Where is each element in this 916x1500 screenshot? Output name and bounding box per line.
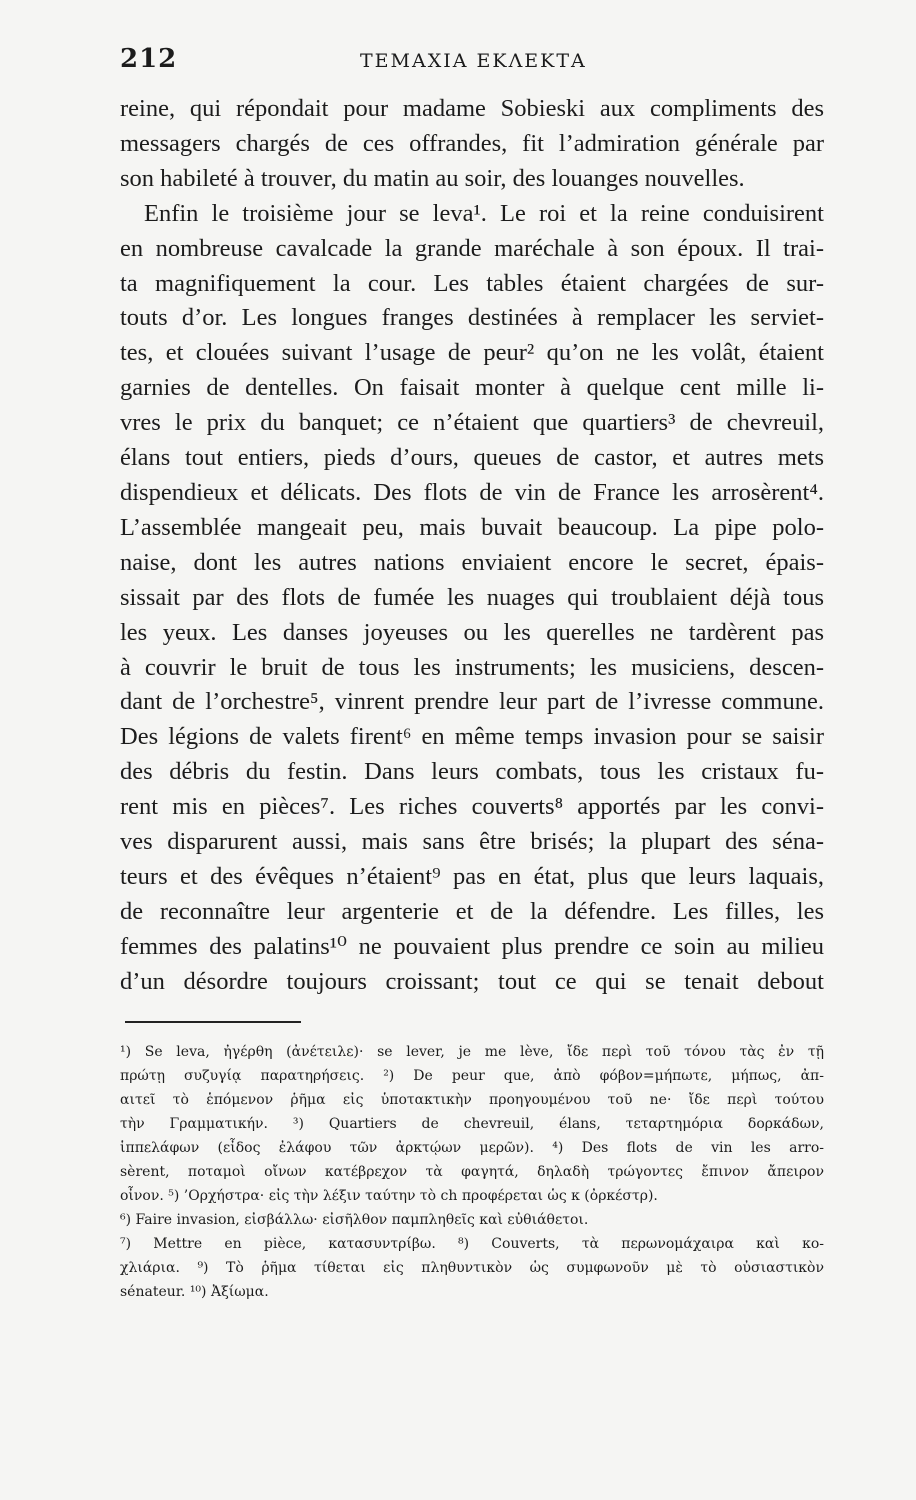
body-line: femmes des palatins¹⁰ ne pouvaient plus prendre ce soin au milieu [120, 932, 824, 960]
body-line: d’un désordre toujours croissant; tout ce qui se tenait debout [120, 967, 824, 995]
footnote-line: sénateur. ¹⁰) Ἀξίωμα. [120, 1284, 269, 1300]
body-line: L’assemblée mangeait peu, mais buvait beaucoup. La pipe polo- [120, 513, 824, 541]
body-line: les yeux. Les danses joyeuses ou les querelles ne tardèrent pas [120, 618, 824, 646]
body-line: naise, dont les autres nations enviaient encore le secret, épais- [120, 548, 824, 576]
body-line: teurs et des évêques n’étaient⁹ pas en état, plus que leurs laquais, [120, 862, 824, 890]
body-line: des débris du festin. Dans leurs combats, tous les cristaux fu- [120, 758, 824, 786]
body-line: garnies de dentelles. On faisait monter à quelque cent mille li- [120, 374, 824, 402]
footnote-line: αιτεῖ τὸ ἑπόμενον ῥῆμα εἰς ὑποτακτικὴν προηγουμένου τοῦ ne· ἴδε περὶ τούτου [120, 1092, 824, 1108]
footnote-line: sèrent, ποταμοὶ οἴνων κατέβρεχον τὰ φαγητά, δηλαδὴ τρώγοντες ἔπινον ἄπειρον [120, 1164, 824, 1180]
body-line: vres le prix du banquet; ce n’étaient que quartiers³ de chevreuil, [120, 409, 824, 437]
body-text [120, 92, 824, 1000]
footnote-line: ⁶) Faire invasion, εἰσβάλλω· εἰσῆλθον παμπληθεῖς καὶ εὐθιάθετοι. [120, 1212, 589, 1228]
body-line: dant de l’orchestre⁵, vinrent prendre leur part de l’ivresse commune. [120, 688, 824, 716]
body-line: Enfin le troisième jour se leva¹. Le roi et la reine conduisirent [144, 199, 824, 227]
footnote-line: ¹) Se leva, ἠγέρθη (ἀνέτειλε)· se lever, je me lève, ἴδε περὶ τοῦ τόνου τὰς ἐν τῇ [120, 1044, 824, 1060]
body-line: rent mis en pièces⁷. Les riches couverts⁸ apportés par les convi- [120, 793, 824, 821]
footnote-line: ⁷) Mettre en pièce, κατασυντρίβω. ⁸) Couverts, τὰ περωνομάχαιρα καὶ κο- [120, 1236, 824, 1252]
footnote-divider [125, 1021, 301, 1023]
body-line: ves disparurent aussi, mais sans être brisés; la plupart des séna- [120, 828, 824, 856]
body-line: tes, et clouées suivant l’usage de peur² qu’on ne les volât, étaient [120, 339, 824, 367]
body-line: en nombreuse cavalcade la grande maréchale à son époux. Il trai- [120, 234, 824, 262]
body-line: sissait par des flots de fumée les nuages qui troublaient déjà tous [120, 583, 824, 611]
page-number: 212 [120, 44, 178, 74]
body-line: élans tout entiers, pieds d’ours, queues de castor, et autres mets [120, 444, 824, 472]
body-line: son habileté à trouver, du matin au soir, des louanges nouvelles. [120, 164, 745, 192]
running-head: ΤΕΜΑΧΙΑ ΕΚΛΕΚΤΑ [360, 50, 587, 72]
body-line: messagers chargés de ces offrandes, fit l’admiration générale par [120, 129, 824, 157]
body-line: reine, qui répondait pour madame Sobieski aux compliments des [120, 95, 824, 122]
footnote-line: τὴν Γραμματικήν. ³) Quartiers de chevreuil, élans, τεταρτημόρια δορκάδων, [120, 1116, 824, 1132]
footnote-line: πρώτῃ συζυγίᾳ παρατηρήσεις. ²) De peur que, ἀπὸ φόβον=μήπωτε, μήπως, ἀπ- [120, 1068, 824, 1084]
footnotes [120, 1040, 824, 1304]
footnote-line: χλιάρια. ⁹) Τὸ ῥῆμα τίθεται εἰς πληθυντικὸν ὡς συμφωνοῦν μὲ τὸ οὐσιαστικὸν [120, 1260, 824, 1276]
body-line: ta magnifiquement la cour. Les tables étaient chargées de sur- [120, 269, 824, 297]
body-line: touts d’or. Les longues franges destinées à remplacer les serviet- [120, 304, 824, 332]
body-line: de reconnaître leur argenterie et de la défendre. Les filles, les [120, 897, 824, 925]
body-line: dispendieux et délicats. Des flots de vin de France les arrosèrent⁴. [120, 478, 824, 506]
footnote-line: οἶνον. ⁵) ’Ορχήστρα· εἰς τὴν λέξιν ταύτην τὸ ch προφέρεται ὡς κ (ὀρκέστρ). [120, 1188, 658, 1204]
footnote-line: ἱππελάφων (εἶδος ἐλάφου τῶν ἀρκτῴων μερῶν). ⁴) Des flots de vin les arro- [120, 1140, 824, 1156]
body-line: Des légions de valets firent⁶ en même temps invasion pour se saisir [120, 723, 824, 751]
body-line: à couvrir le bruit de tous les instruments; les musiciens, descen- [120, 653, 824, 681]
